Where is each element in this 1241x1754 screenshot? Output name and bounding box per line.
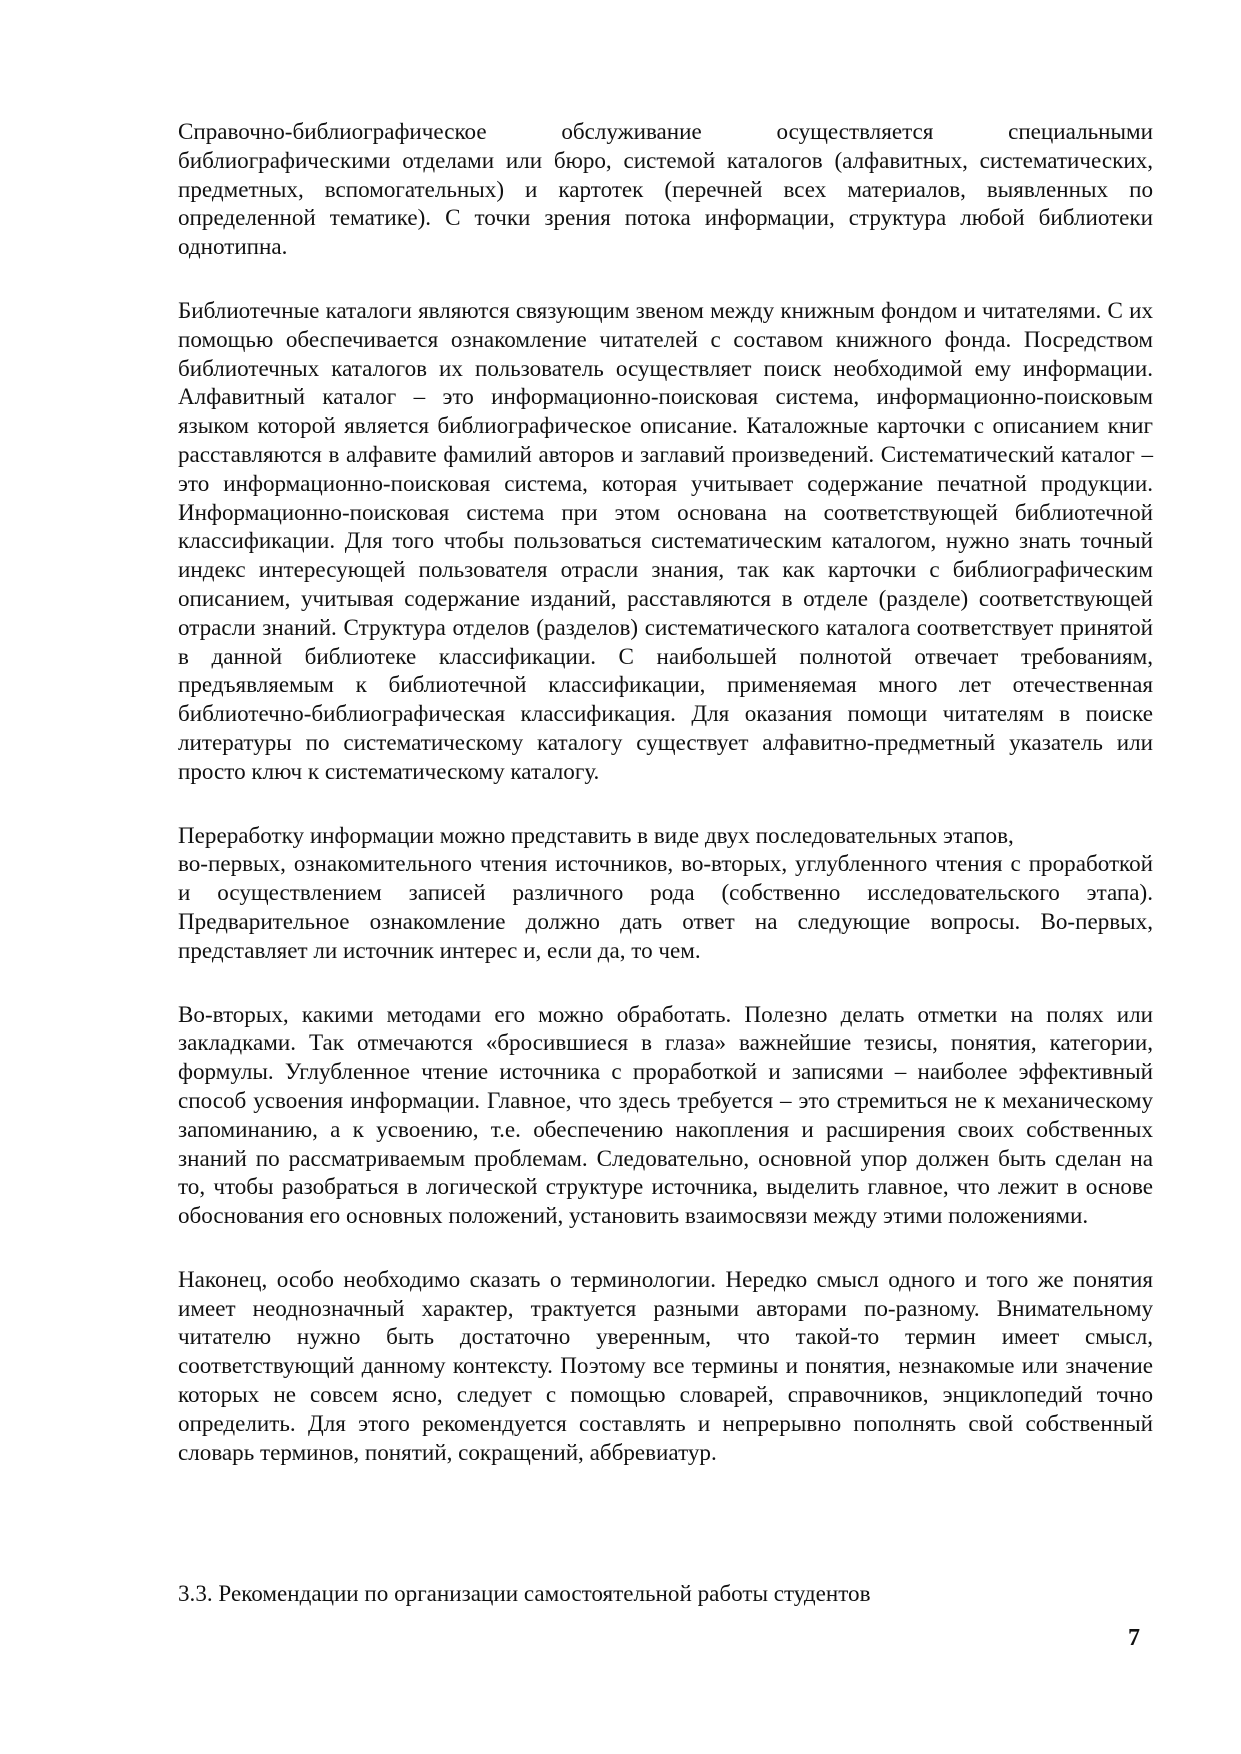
paragraph-reference-service: Справочно-библиографическое обслуживание осуществляется специальными библиографическими отделами или бюро, системой каталогов (алфавитных, систематических, предметных, вспомогательных) и картотек (перечней всех материалов, выявленных по определенной тематике). С точки зрения потока информации, структура любой библиотеки однотипна. (178, 118, 1153, 260)
paragraph-information-processing-stages: во-первых, ознакомительного чтения источников, во-вторых, углубленного чтения с проработкой и осуществлением записей различного рода (собственно исследовательского этапа). Предварительное ознакомление должно дать ответ на следующие вопросы. Во-первых, представляет ли источник интерес и, если да, то чем. (178, 850, 1153, 963)
paragraph-terminology: Наконец, особо необходимо сказать о терминологии. Нередко смысл одного и того же понятия имеет неоднозначный характер, трактуется разными авторами по-разному. Внимательному читателю нужно быть достаточно уверенным, что такой-то термин имеет смысл, соответствующий данному контексту. Поэтому все термины и понятия, незнакомые или значение которых не совсем ясно, следует с помощью словарей, справочников, энциклопедий точно определить. Для этого рекомендуется составлять и непрерывно пополнять свой собственный словарь терминов, понятий, сокращений, аббревиатур. (178, 1265, 1153, 1465)
page-number: 7 (1128, 1625, 1140, 1651)
section-heading: 3.3. Рекомендации по организации самостоятельной работы студентов (178, 1580, 871, 1606)
paragraph-information-processing-intro: Переработку информации можно представить в виде двух последовательных этапов, (178, 821, 1014, 848)
paragraph-processing-methods: Во-вторых, какими методами его можно обработать. Полезно делать отметки на полях или закладками. Так отмечаются «бросившиеся в глаза» важнейшие тезисы, понятия, категории, формулы. Углубленное чтение источника с проработкой и записями – наиболее эффективный способ усвоения информации. Главное, что здесь требуется – это стремиться не к механическому запоминанию, а к усвоению, т.е. обеспечению накопления и расширения своих собственных знаний по рассматриваемым проблемам. Следовательно, основной упор должен быть сделан на то, чтобы разобраться в логической структуре источника, выделить главное, что лежит в основе обоснования его основных положений, установить взаимосвязи между этими положениями. (178, 1000, 1153, 1229)
document-body (178, 117, 1153, 1501)
paragraph-library-catalogs: Библиотечные каталоги являются связующим звеном между книжным фондом и читателями. С их помощью обеспечивается ознакомление читателей с составом книжного фонда. Посредством библиотечных каталогов их пользователь осуществляет поиск необходимой ему информации. Алфавитный каталог – это информационно-поисковая система, информационно-поисковым языком которой является библиографическое описание. Каталожные карточки с описанием книг расставляются в алфавите фамилий авторов и заглавий произведений. Систематический каталог – это информационно-поисковая система, которая учитывает содержание печатной продукции. Информационно-поисковая система при этом основана на соответствующей библиотечной классификации. Для того чтобы пользоваться систематическим каталогом, нужно знать точный индекс интересующей пользователя отрасли знания, так как карточки с библиографическим описанием, учитывая содержание изданий, расставляются в отделе (разделе) соответствующей отрасли знаний. Структура отделов (разделов) систематического каталога соответствует принятой в данной библиотеке классификации. С наибольшей полнотой отвечает требованиям, предъявляемым к библиотечной классификации, применяемая много лет отечественная библиотечно-библиографическая классификация. Для оказания помощи читателям в поиске литературы по систематическому каталогу существует алфавитно-предметный указатель или просто ключ к систематическому каталогу. (178, 296, 1153, 784)
